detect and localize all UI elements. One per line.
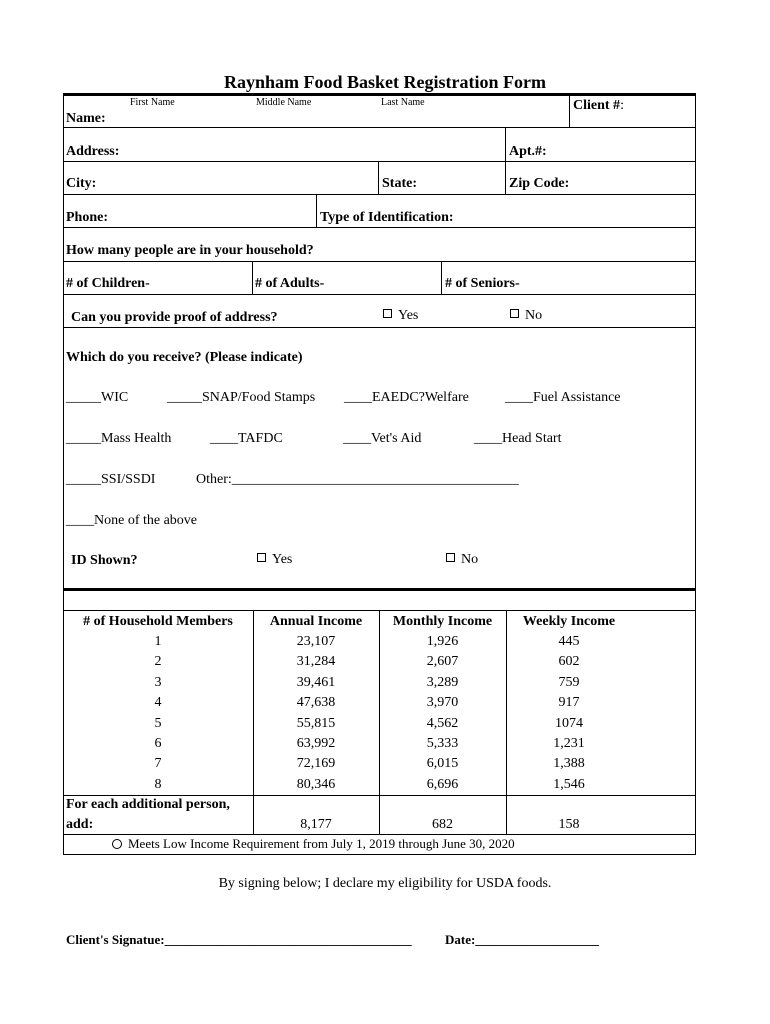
row-divider (63, 194, 696, 195)
apt-zip-divider (505, 127, 506, 194)
benefit-mass-health[interactable]: _____Mass Health (66, 431, 172, 446)
benefit-vets-aid[interactable]: ____Vet's Aid (343, 431, 422, 446)
table-cell: 5 (154, 715, 162, 731)
table-cell: 6,015 (426, 756, 459, 772)
table-cell: 2,607 (426, 654, 459, 670)
apt-label: Apt.#: (509, 144, 547, 159)
benefit-eaedc[interactable]: ____EAEDC?Welfare (344, 390, 469, 405)
id-type-field[interactable] (470, 197, 692, 225)
household-question: How many people are in your household? (66, 243, 314, 258)
name-label: Name: (66, 111, 106, 126)
row-divider (63, 227, 696, 228)
adults-divider (252, 261, 253, 294)
city-label: City: (66, 176, 97, 191)
table-cell: 1074 (555, 715, 583, 731)
table-right-border (695, 591, 696, 855)
table-cell: 4 (154, 695, 162, 711)
id-shown-no-label: No (461, 552, 479, 567)
checkbox-icon[interactable] (446, 553, 455, 562)
benefit-snap[interactable]: _____SNAP/Food Stamps (167, 390, 316, 405)
proof-no-label: No (525, 308, 543, 323)
city-field[interactable] (105, 164, 373, 192)
table-cell: 55,815 (296, 715, 336, 731)
declaration-text: By signing below; I declare my eligibility for USDA foods. (218, 876, 552, 891)
apt-field[interactable] (555, 130, 693, 158)
id-shown-label: ID Shown? (71, 553, 138, 568)
benefit-ssi[interactable]: _____SSI/SSDI (66, 472, 156, 487)
row-divider (63, 127, 696, 128)
table-header-weekly: Weekly Income (522, 614, 616, 629)
benefit-fuel[interactable]: ____Fuel Assistance (505, 390, 621, 405)
table-header-members: # of Household Members (83, 614, 233, 629)
first-name-caption: First Name (130, 97, 175, 108)
name-field[interactable] (100, 108, 565, 126)
additional-annual: 8,177 (300, 817, 332, 832)
table-cell: 3 (154, 674, 162, 690)
form-top-border (63, 93, 696, 96)
client-number-field[interactable] (630, 96, 692, 124)
table-cell: 1,926 (426, 634, 459, 649)
table-header-annual: Annual Income (269, 614, 363, 629)
additional-person-label: For each additional person, (66, 797, 230, 812)
table-cell: 3,289 (426, 674, 459, 690)
phone-label: Phone: (66, 210, 108, 225)
state-label: State: (382, 176, 417, 191)
children-field[interactable] (160, 264, 248, 292)
date-field[interactable]: Date:___________________ (445, 932, 599, 947)
client-label-colon: : (620, 98, 624, 113)
table-cell: 5,333 (426, 736, 459, 751)
meets-requirement-option[interactable] (112, 836, 515, 852)
seniors-label: # of Seniors- (445, 276, 520, 291)
benefit-none[interactable]: ____None of the above (66, 513, 198, 528)
additional-weekly: 158 (558, 817, 580, 832)
meets-requirement-label: Meets Low Income Requirement from July 1, 2019 through June 30, 2020 (128, 836, 515, 851)
table-cell: 602 (558, 654, 580, 670)
children-label: # of Children- (66, 276, 150, 291)
id-shown-yes-option[interactable] (257, 552, 292, 568)
benefit-wic[interactable]: _____WIC (66, 390, 129, 405)
row-divider (63, 161, 696, 162)
table-cell: 8 (154, 776, 162, 792)
table-cell: 39,461 (296, 674, 336, 690)
proof-question: Can you provide proof of address? (71, 310, 278, 325)
receive-question: Which do you receive? (Please indicate) (66, 350, 303, 365)
form-left-border (63, 93, 64, 588)
address-label: Address: (66, 144, 120, 159)
table-cell: 1,388 (553, 756, 585, 772)
table-cell: 80,346 (296, 776, 336, 792)
table-cell: 759 (558, 674, 580, 690)
address-field[interactable] (130, 130, 500, 158)
phone-field[interactable] (115, 197, 311, 225)
table-cell: 7 (154, 756, 162, 772)
section-divider (63, 588, 696, 591)
table-cell: 47,638 (296, 695, 336, 711)
client-divider (569, 93, 570, 127)
middle-name-caption: Middle Name (256, 97, 312, 108)
table-cell: 1 (154, 634, 162, 649)
seniors-divider (441, 261, 442, 294)
table-cell: 4,562 (426, 715, 459, 731)
benefit-tafdc[interactable]: ____TAFDC (210, 431, 283, 446)
state-divider (378, 161, 379, 194)
row-divider (63, 261, 696, 262)
adults-field[interactable] (336, 264, 436, 292)
table-cell: 6,696 (426, 776, 459, 792)
table-cell: 2 (154, 654, 162, 670)
table-header-monthly: Monthly Income (392, 614, 493, 629)
table-cell: 917 (558, 695, 580, 711)
form-right-border (695, 93, 696, 588)
client-label-text: Client # (573, 98, 621, 113)
page-title: Raynham Food Basket Registration Form (224, 72, 546, 92)
checkbox-icon[interactable] (383, 309, 392, 318)
table-bottom-border (63, 854, 696, 855)
table-cell: 3,970 (426, 695, 459, 711)
zip-field[interactable] (580, 164, 693, 192)
row-divider (63, 294, 696, 295)
adults-label: # of Adults- (255, 276, 325, 291)
additional-person-add: add: (66, 817, 94, 832)
table-cell: 72,169 (296, 756, 336, 772)
state-field[interactable] (425, 164, 500, 192)
checkbox-icon[interactable] (510, 309, 519, 318)
additional-monthly: 682 (432, 817, 453, 832)
proof-yes-option[interactable] (383, 308, 418, 324)
table-cell: 1,231 (553, 736, 585, 751)
client-number-label (573, 98, 624, 114)
zip-label: Zip Code: (509, 176, 570, 191)
proof-yes-label: Yes (398, 308, 419, 323)
checkbox-icon[interactable] (257, 553, 266, 562)
table-cell: 23,107 (296, 634, 336, 649)
client-signature-field[interactable]: Client's Signatue:______________________________________ (66, 932, 412, 947)
seniors-field[interactable] (530, 264, 692, 292)
table-cell: 31,284 (296, 654, 336, 670)
id-shown-no-option[interactable] (446, 552, 478, 568)
table-cell: 445 (558, 634, 580, 649)
id-type-divider (316, 194, 317, 227)
table-cell: 63,992 (296, 736, 336, 751)
last-name-caption: Last Name (381, 97, 425, 108)
table-cell: 1,546 (553, 776, 585, 792)
radio-icon[interactable] (112, 839, 122, 849)
id-type-label: Type of Identification: (320, 210, 454, 225)
id-shown-yes-label: Yes (272, 552, 293, 567)
proof-no-option[interactable] (510, 308, 542, 324)
benefit-other[interactable]: Other:_________________________________________ (196, 472, 519, 487)
benefit-head-start[interactable]: ____Head Start (474, 431, 562, 446)
row-divider (63, 327, 696, 328)
table-cell: 6 (154, 736, 162, 751)
